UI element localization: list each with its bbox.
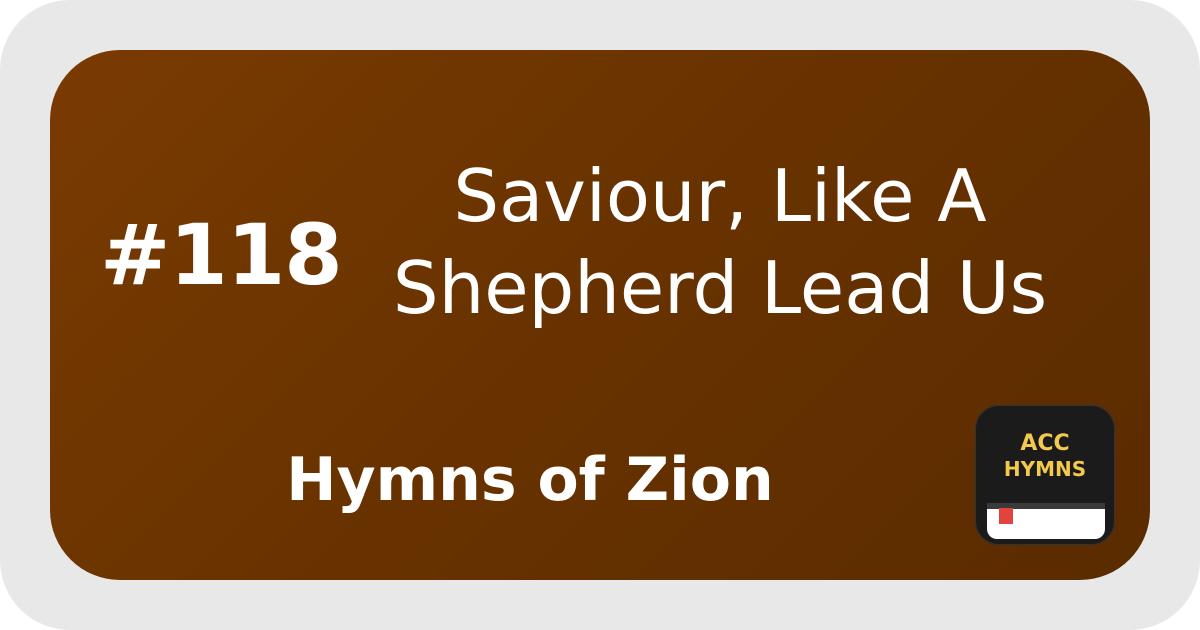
hymn-title	[360, 150, 1080, 334]
app-icon-text-acc: ACC	[1020, 431, 1070, 456]
hymn-number: #118	[100, 206, 342, 304]
bookmark-icon	[999, 508, 1013, 524]
app-icon-text-hymns: HYMNS	[1003, 457, 1087, 481]
hymn-title-line-2: Shepherd Lead Us	[392, 246, 1048, 330]
hymnal-name: Hymns of Zion	[286, 445, 774, 515]
hymn-title-line-1: Saviour, Like A	[453, 154, 987, 238]
acc-hymns-app-icon[interactable]	[975, 405, 1115, 545]
